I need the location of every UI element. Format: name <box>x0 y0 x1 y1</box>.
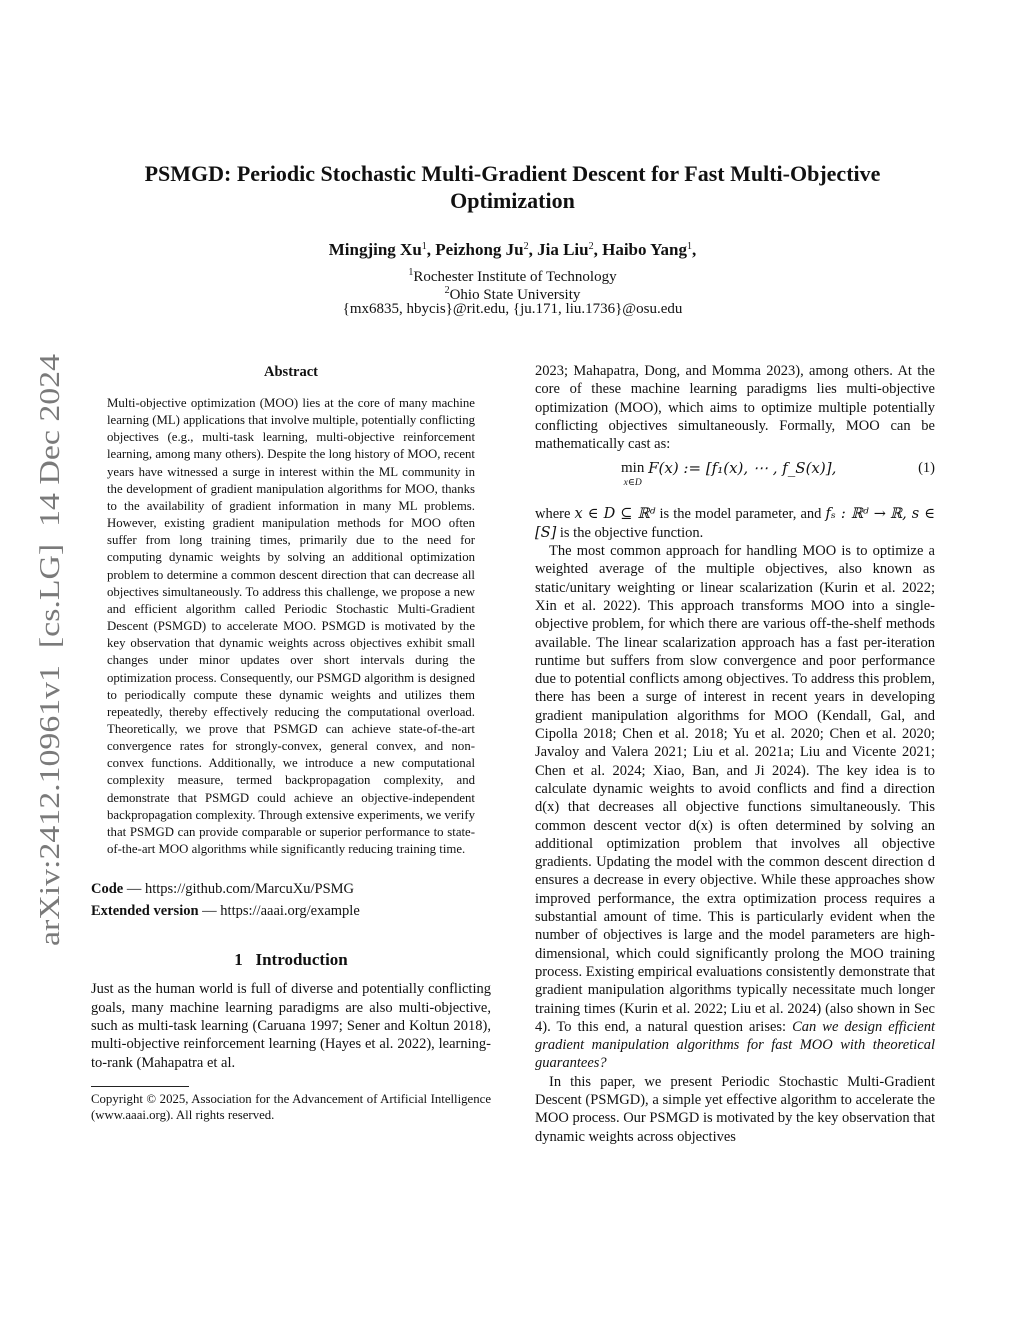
affiliation-name: Rochester Institute of Technology <box>413 269 617 285</box>
affiliation-name: Ohio State University <box>449 287 581 303</box>
author-name: Peizhong Ju <box>435 240 524 259</box>
min-operator <box>621 459 644 487</box>
math-inline: x ∈ D ⊆ ℝᵈ <box>574 506 656 523</box>
author-affiliation-mark: 2 <box>588 241 594 252</box>
right-column <box>535 362 935 1146</box>
body-paragraph <box>535 505 935 542</box>
intro-paragraph: Just as the human world is full of diverse and potentially conflicting goals, many machine learning paradigms are also multi-objective, such as multi-task learning (Caruana 1997; Sener and Koltun 2018), multi-objective reinforcement learning (Hayes et al. 2022), learning-to-rank (Mahapatra et al. <box>91 981 491 1071</box>
author-name: Haibo Yang <box>602 240 687 259</box>
copyright-footnote: Copyright © 2025, Association for the Advancement of Artificial Intelligence (www.aaai.org). All rights reserved. <box>91 1092 491 1123</box>
arxiv-stamp <box>22 350 82 950</box>
equation-number: (1) <box>918 460 935 477</box>
author-name: Mingjing Xu <box>328 240 422 259</box>
body-paragraph <box>535 542 935 1073</box>
affiliation-line <box>90 264 935 285</box>
min-text: min <box>621 460 645 477</box>
math-inline: fₛ : ℝᵈ → <box>825 506 886 523</box>
research-question: Can we design efficient gradient manipulation algorithms for fast MOO with theoretical guarantees? <box>535 1018 935 1072</box>
min-subscript: x∈D <box>623 477 642 488</box>
author-affiliation-mark: 1 <box>686 241 692 252</box>
author-affiliation-mark: 1 <box>421 241 427 252</box>
equation-1 <box>535 455 935 501</box>
code-url-link[interactable]: https://github.com/MarcuXu/PSMG <box>144 881 355 898</box>
text-run: The most common approach for handling MOO is to optimize a weighted average of the multiple objectives, also known as static/unitary weighting or linear scalarization (Kurin et al. 2022; Xin et al. 2022). This approach transforms MOO into a single-objective problem, for which there are various off-the-shelf methods available. The linear scalarization approach has a fast per-iteration runtime but suffers from slow convergence and poor performance due to potential conflicts among objectives. To address this problem, there has been a surge of interest in recent years in developing gradient manipulation algorithms for MOO (Kendall, Gal, and Cipolla 2018; Chen et al. 2018; Yu et al. 2020; Chen et al. 2020; Javaloy and Valera 2021; Liu et al. 2021a; Liu and Vicente 2021; Chen et al. 2024; Xiao, Ban, and Ji 2024). The key idea is to calculate dynamic weights to avoid conflicts and find a direction d(x) that decreases all objective functions simultaneously. This common descent vector d(x) is often determined by solving an additional optimization problem that involves all objective gradients. Updating the model with the common descent direction d ensures a decrease in every objective. While these approaches show improved performance, the extra optimization process requires a substantial amount of time. This is particularly evident when the number of objectives is large and the model parameters are high-dimensional, which could significantly prolong the MOO training process. Existing empirical evaluations consistently demonstrate that gradient manipulation algorithms typically necessitate much longer training times (Kurin et al. 2022; Liu et al. 2024) (also shown in Sec 4). To this end, a natural question arises: <box>535 543 935 1035</box>
body-paragraph: 2023; Mahapatra, Dong, and Momma 2023), among others. At the core of these machine learning paradigms lies multi-objective optimization (MOO), which aims to optimize multiple potentially conflicting objectives simultaneously. Formally, MOO can be mathematically cast as: <box>535 363 935 453</box>
text-run: is the objective function. <box>556 524 704 541</box>
separator: — <box>198 903 221 920</box>
author-list: Mingjing Xu$^1$, Peizhong Ju$^2$, Jia Liu$^2$, Haibo Yang$^1$, <box>328 240 697 259</box>
extended-label: Extended version <box>91 903 199 920</box>
text-run: is the model parameter, and <box>655 506 826 523</box>
section-heading <box>91 950 491 970</box>
equation-body <box>621 459 836 487</box>
section-number: 1 <box>234 950 243 970</box>
section-title: Introduction <box>255 950 348 970</box>
author-affiliation-mark: 2 <box>523 241 529 252</box>
equation-expression: F(x) := [f₁(x), ⋯ , f_S(x)], <box>648 459 837 478</box>
code-link-line <box>91 878 491 900</box>
affiliation-line <box>90 282 935 303</box>
code-label: Code <box>91 881 124 898</box>
separator: — <box>123 881 145 898</box>
affiliation-mark: 2 <box>444 285 450 296</box>
paper-title: PSMGD: Periodic Stochastic Multi-Gradient Descent for Fast Multi-Objective Optimization <box>144 161 881 213</box>
affiliations <box>90 264 935 318</box>
author-name: Jia Liu <box>537 240 589 259</box>
paper-links <box>91 878 491 922</box>
arxiv-stamp-text: arXiv:2412.10961v1 [cs.LG] 14 Dec 2024 <box>34 438 66 946</box>
left-column <box>91 364 491 1123</box>
affiliation-mark: 1 <box>408 267 414 278</box>
footnote-divider <box>91 1086 189 1087</box>
author-emails: {mx6835, hbycis}@rit.edu, {ju.171, liu.1736}@osu.edu <box>342 301 683 317</box>
extended-url-link[interactable]: https://aaai.org/example <box>220 903 360 920</box>
body-paragraph: In this paper, we present Periodic Stochastic Multi-Gradient Descent (PSMGD), a simple yet effective algorithm to accelerate the MOO process. Our PSMGD is motivated by the key observation that dynamic weights across objectives <box>535 1073 935 1145</box>
extended-link-line <box>91 900 491 922</box>
text-run: where <box>535 506 575 523</box>
abstract-text: Multi-objective optimization (MOO) lies at the core of many machine learning (ML) applications that involve multiple, potentially conflicting objectives (e.g., multi-task learning, multi-objective reinforcement learning, among many others). Despite the long history of MOO, recent years have witnessed a surge in interest within the ML community in the development of gradient manipulation algorithms for MOO, thanks to the availability of gradient information in many ML problems. However, existing gradient manipulation methods for MOO often suffer from long training times, primarily due to the need for computing dynamic weights by solving an additional optimization problem to determine a common descent direction that can decrease all objectives simultaneously. To address this challenge, we propose a new and efficient algorithm called Periodic Stochastic Multi-Gradient Descent (PSMGD) to accelerate MOO. PSMGD is motivated by the key observation that dynamic weights across objectives exhibit small changes under minor updates over short intervals during the optimization process. Consequently, our PSMGD algorithm is designed to periodically compute these dynamic weights and utilizes them repeatedly, thereby effectively reducing the computational overload. Theoretically, we prove that PSMGD can achieve state-of-the-art convergence rates for strongly-convex, general convex, and non-convex functions. Additionally, we introduce a new computational complexity measure, termed backpropagation complexity, and demonstrate that PSMGD could achieve an objective-independent backpropagation complexity. Through extensive experiments, we verify that PSMGD can provide comparable or superior performance to state-of-the-art MOO algorithms while significantly reducing training time. <box>107 396 475 857</box>
math-inline: ℝ, s ∈ [S] <box>535 506 936 541</box>
abstract-heading: Abstract <box>264 364 318 380</box>
